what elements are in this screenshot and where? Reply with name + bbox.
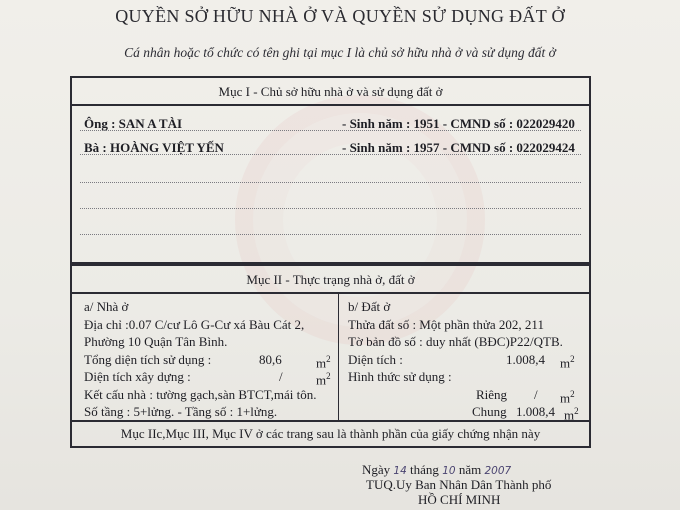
- house-built-area-value: /: [279, 369, 283, 384]
- owner-name: Bà : HOÀNG VIỆT YẾN: [84, 140, 224, 155]
- issuing-city: HỒ CHÍ MINH: [418, 492, 501, 507]
- house-total-area-value: 80,6: [259, 351, 282, 367]
- owner-info: - Sinh năm : 1951 - CMND số : 022029420: [342, 116, 575, 131]
- land-area-unit: $m^2$: [560, 353, 575, 370]
- dotted-line: [80, 154, 581, 155]
- land-area-value: 1.008,4: [506, 351, 545, 367]
- house-structure: Kết cấu nhà : tường gạch,sàn BTCT,mái tôn.: [84, 386, 317, 402]
- section-footer-note: Mục IIc,Mục III, Mục IV ở các trang sau là thành phần của giấy chứng nhận này: [72, 420, 589, 446]
- dotted-line: [80, 234, 581, 235]
- issue-date: [362, 462, 511, 478]
- land-private-label: Riêng: [476, 386, 508, 402]
- house-column: [84, 298, 336, 421]
- issuing-authority: TUQ.Uy Ban Nhân Dân Thành phố: [366, 477, 552, 492]
- column-divider: [338, 294, 339, 422]
- house-address-line1: Địa chỉ :0.07 C/cư Lô G-Cư xá Bàu Cát 2,: [84, 316, 305, 332]
- land-shared-value: 1.008,4: [516, 404, 555, 419]
- section-property-status: [70, 264, 591, 448]
- date-day: 14: [393, 465, 407, 477]
- owner-info: - Sinh năm : 1957 - CMND số : 022029424: [342, 140, 575, 155]
- section-owners-heading: Mục I - Chủ sở hữu nhà ở và sử dụng đất ở: [72, 78, 589, 106]
- house-address-line2: Phường 10 Quận Tân Bình.: [84, 334, 228, 349]
- owner-row: [84, 114, 579, 138]
- land-private-unit: $m^2$: [560, 388, 575, 405]
- land-usage-label: Hình thức sử dụng :: [348, 369, 452, 384]
- land-private-value: /: [534, 386, 538, 402]
- house-total-area-unit: $m^2$: [316, 353, 331, 370]
- section-property-heading: Mục II - Thực trạng nhà ở, đất ở: [72, 266, 589, 294]
- land-shared-unit: $m^2$: [564, 406, 579, 423]
- house-total-area-label: Tổng diện tích sử dụng :: [84, 351, 212, 367]
- dotted-line: [80, 208, 581, 209]
- land-title: b/ Đất ở: [348, 299, 391, 314]
- house-built-area-unit: $m^2$: [316, 371, 331, 388]
- owner-row: [84, 138, 579, 162]
- date-year: 2007: [484, 465, 512, 477]
- land-map-sheet: Tờ bản đồ số : duy nhất (BĐC)P22/QTB.: [348, 334, 563, 349]
- date-year-label: năm: [458, 462, 482, 477]
- date-month: 10: [442, 465, 456, 477]
- dotted-line: [80, 130, 581, 131]
- land-parcel: Thửa đất số : Một phần thửa 202, 211: [348, 316, 544, 332]
- property-body: [72, 294, 589, 422]
- document-title: QUYỀN SỞ HỮU NHÀ Ở VÀ QUYỀN SỬ DỤNG ĐẤT Ở: [115, 6, 565, 26]
- land-column: [348, 298, 588, 421]
- land-shared-label: Chung: [472, 404, 507, 419]
- house-title: a/ Nhà ở: [84, 299, 129, 314]
- owner-name: Ông : SAN A TÀI: [84, 116, 183, 131]
- document-subtitle: Cá nhân hoặc tổ chức có tên ghi tại mục I là chủ sở hữu nhà ở và sử dụng đất ở: [124, 45, 556, 60]
- section-owners: [70, 76, 591, 264]
- land-area-label: Diện tích :: [348, 351, 403, 367]
- date-month-label: tháng: [410, 462, 439, 477]
- house-built-area-label: Diện tích xây dựng :: [84, 369, 191, 384]
- house-floors: Số tầng : 5+lửng. - Tầng số : 1+lửng.: [84, 404, 278, 419]
- dotted-line: [80, 182, 581, 183]
- date-prefix: Ngày: [362, 462, 391, 477]
